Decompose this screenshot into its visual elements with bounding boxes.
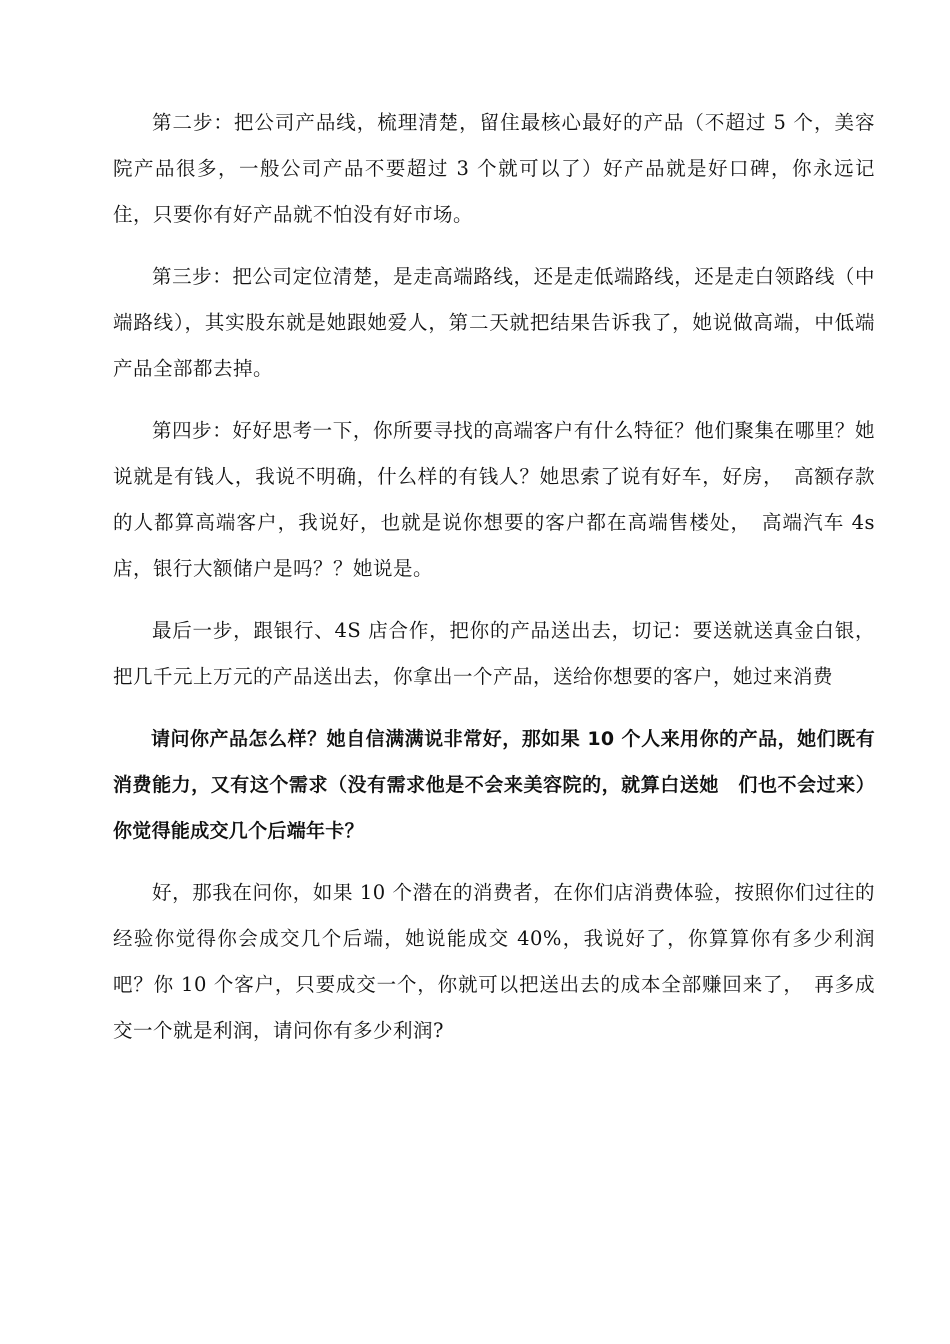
document-page (113, 100, 875, 1054)
paragraph-step-two: 第二步：把公司产品线，梳理清楚，留住最核心最好的产品（不超过 5 个，美容院产品很多，一般公司产品不要超过 3 个就可以了）好产品就是好口碑，你永远记住，只要你有好产品就不怕没有好市场。 (113, 111, 875, 226)
paragraph-question-bold: 请问你产品怎么样？她自信满满说非常好，那如果 10 个人来用你的产品，她们既有消费能力，又有这个需求（没有需求他是不会来美容院的，就算白送她 们也不会过来）你觉得能成交几个后端年卡？ (113, 728, 875, 842)
paragraph-step-three: 第三步：把公司定位清楚，是走高端路线，还是走低端路线，还是走白领路线（中端路线），其实股东就是她跟她爱人，第二天就把结果告诉我了，她说做高端，中低端产品全部都去掉。 (113, 265, 875, 380)
paragraph-answer: 好，那我在问你，如果 10 个潜在的消费者，在你们店消费体验，按照你们过往的经验你觉得你会成交几个后端，她说能成交 40%，我说好了，你算算你有多少利润吧？你 10 个客户，只要成交一个，你就可以把送出去的成本全部赚回来了， 再多成交一个就是利润，请问你有多少利润? (113, 881, 875, 1042)
paragraph-final-step: 最后一步，跟银行、4S 店合作，把你的产品送出去，切记：要送就送真金白银，把几千元上万元的产品送出去，你拿出一个产品，送给你想要的客户，她过来消费 (113, 619, 875, 688)
paragraph-step-four: 第四步：好好思考一下，你所要寻找的高端客户有什么特征？他们聚集在哪里？她说就是有钱人，我说不明确，什么样的有钱人？她思索了说有好车，好房， 高额存款的人都算高端客户，我说好，也就是说你想要的客户都在高端售楼处， 高端汽车 4s 店，银行大额储户是吗？？她说是。 (113, 419, 875, 580)
